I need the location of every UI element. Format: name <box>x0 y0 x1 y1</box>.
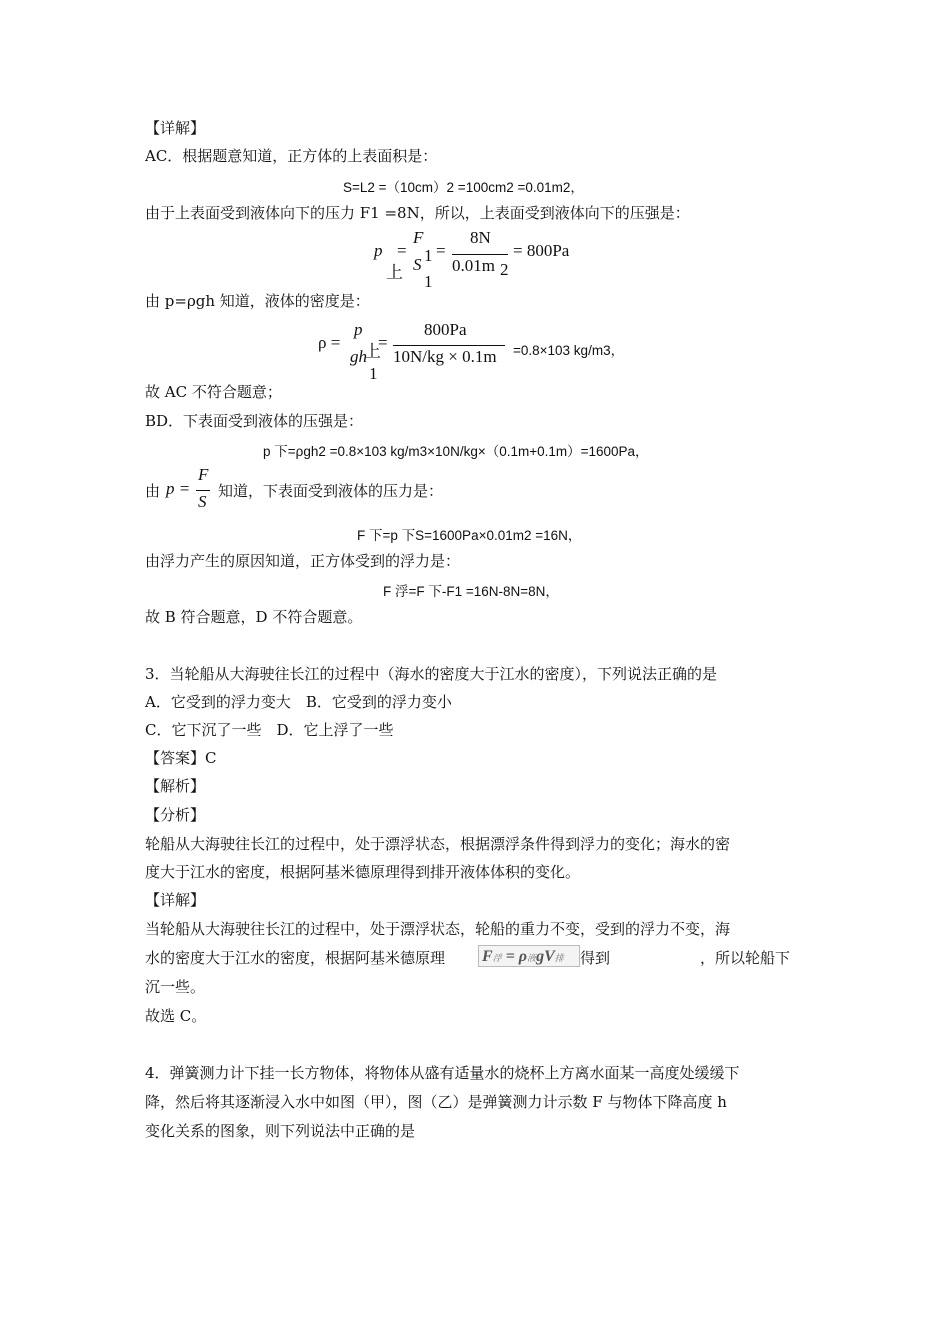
eq-s-sub: 1 <box>424 272 433 291</box>
q3-analysis-heading: 【解析】 <box>145 777 206 795</box>
eq-p-sub: 上 <box>386 263 403 282</box>
eq-den-area: 0.01m <box>452 256 495 275</box>
top-force-text: 由于上表面受到液体向下的压力 F1 =8N，所以，上表面受到液体向下的压强是： <box>145 204 690 222</box>
q3-detail-heading: 【详解】 <box>145 891 206 909</box>
buoyancy-intro: 由浮力产生的原因知道，正方体受到的浮力是： <box>145 552 461 570</box>
q3-fenxi-line1: 轮船从大海驶往长江的过程中，处于漂浮状态，根据漂浮条件得到浮力的变化；海水的密 <box>145 835 731 853</box>
q3-detail-line2b: 得到 <box>580 949 611 967</box>
fraction-bar <box>452 254 508 255</box>
eq-s-den: S <box>413 255 422 274</box>
eq-den-sup: 2 <box>500 260 509 279</box>
q4-line2: 降，然后将其逐渐浸入水中如图（甲），图（乙）是弹簧测力计示数 F 与物体下降高度 h <box>145 1093 727 1111</box>
bottom-force-equation: F 下=p 下S=1600Pa×0.01m2 =16N， <box>357 528 582 543</box>
q3-stem: 3．当轮船从大海驶往长江的过程中（海水的密度大于江水的密度），下列说法正确的是 <box>145 665 718 683</box>
eq-rho-gh-sub: 1 <box>369 364 378 383</box>
ac-intro: AC．根据题意知道，正方体的上表面积是： <box>145 147 438 165</box>
q3-options-cd: C．它下沉了一些 D．它上浮了一些 <box>145 721 394 739</box>
q3-detail-line2c: ，所以轮船下 <box>700 949 791 967</box>
bd-intro: BD．下表面受到液体的压强是： <box>145 412 364 430</box>
eq-num-8n: 8N <box>470 228 491 247</box>
bottom-pressure-equation: p 下=ρgh2 =0.8×103 kg/m3×10N/kg×（0.1m+0.1m）=1600Pa， <box>263 444 649 459</box>
eq-rho: ρ = <box>318 333 341 352</box>
q3-fenxi-line2: 度大于江水的密度，根据阿基米德原理得到排开液体体积的变化。 <box>145 863 581 881</box>
ac-conclusion: 故 AC 不符合题意； <box>145 383 282 401</box>
archimedes-formula-image: F浮 = ρ液gV排 <box>478 945 580 967</box>
q3-detail-line2a: 水的密度大于江水的密度，根据阿基米德原理 <box>145 949 446 967</box>
eq-f-num: F <box>413 228 424 247</box>
eq-rho-den: 10N/kg × 0.1m <box>393 347 497 366</box>
eq-rho-p: p <box>354 320 363 339</box>
q3-answer: 【答案】C <box>145 749 217 767</box>
eq-rho-p-sub: 上 <box>364 342 381 361</box>
density-intro: 由 p=ρgh 知道，液体的密度是： <box>145 292 370 310</box>
q3-detail-line3: 沉一些。 <box>145 978 206 996</box>
q4-line3: 变化关系的图象，则下列说法中正确的是 <box>145 1122 416 1140</box>
eq-rho-gh: gh <box>350 347 367 366</box>
eq-result-800pa: = 800Pa <box>513 241 570 260</box>
eq-rho-result: =0.8×103 kg/m3， <box>513 343 625 358</box>
q3-fenxi-heading: 【分析】 <box>145 806 206 824</box>
eq-f-sub: 1 <box>424 246 433 265</box>
q3-detail-line1: 当轮船从大海驶往长江的过程中，处于漂浮状态，轮船的重力不变，受到的浮力不变，海 <box>145 920 731 938</box>
document-page: 【详解】 AC．根据题意知道，正方体的上表面积是： S=L2 =（10cm）2 =100cm2 =0.01m2， 由于上表面受到液体向下的压力 F1 =8N，所以，上表面受到液体向下的压强是： p 上 = F 1 S 1 = 8N 0.01m 2 = 800Pa 由 p=ρgh 知道，液体的密度是： ρ = p 上 gh 1 = 800Pa 10N/kg × 0.1m =0.8×103 kg/m3， 故 AC 不符合题意； BD．下表面受到液体的压强是： p 下=ρgh2 =0.8×103 kg/m3×10N/kg×（0.1m+0.1m）=1600Pa， 由 p = F S 知道，下表面受到液体的压力是： F 下=p 下S=1600Pa×0.01m2 =16N， 由浮力产生的原因知道，正方体受到的浮力是： F 浮=F 下-F1 =16N-8N=8N， 故 B 符合题意，D 不符合题意。 3．当轮船从大海驶往长江的过程中（海水的密度大于江水的密度），下列说法正确的是 A．它受到的浮力变大 B．它受到的浮力变小 C．它下沉了一些 D．它上浮了一些 【答案】C 【解析】 【分析】 轮船从大海驶往长江的过程中，处于漂浮状态，根据漂浮条件得到浮力的变化；海水的密 度大于江水的密度，根据阿基米德原理得到排开液体体积的变化。 【详解】 当轮船从大海驶往长江的过程中，处于漂浮状态，轮船的重力不变，受到的浮力不变，海 水的密度大于江水的密度，根据阿基米德原理 F浮 = ρ液gV排 得到 ，所以轮船下 沉一些。 故选 C。 4．弹簧测力计下挂一长方物体，将物体从盛有适量水的烧杯上方离水面某一高度处缓缓下 降，然后将其逐渐浸入水中如图（甲），图（乙）是弹簧测力计示数 F 与物体下降高度 h 变化关系的图象，则下列说法中正确的是 <box>145 119 791 1140</box>
buoyancy-equation: F 浮=F 下-F1 =16N-8N=8N， <box>383 584 559 599</box>
q4-line1: 4．弹簧测力计下挂一长方物体，将物体从盛有适量水的烧杯上方离水面某一高度处缓缓下 <box>145 1064 740 1082</box>
detail-heading: 【详解】 <box>145 119 206 137</box>
q3-options-ab: A．它受到的浮力变大 B．它受到的浮力变小 <box>145 693 452 711</box>
p2-conclusion: 故 B 符合题意，D 不符合题意。 <box>145 608 363 626</box>
q3-choice: 故选 C。 <box>145 1007 207 1025</box>
fraction-bar <box>393 345 505 346</box>
area-equation: S=L2 =（10cm）2 =100cm2 =0.01m2， <box>343 180 584 195</box>
eq-rho-num: 800Pa <box>424 320 467 339</box>
eq-p-symbol: p <box>374 241 383 260</box>
